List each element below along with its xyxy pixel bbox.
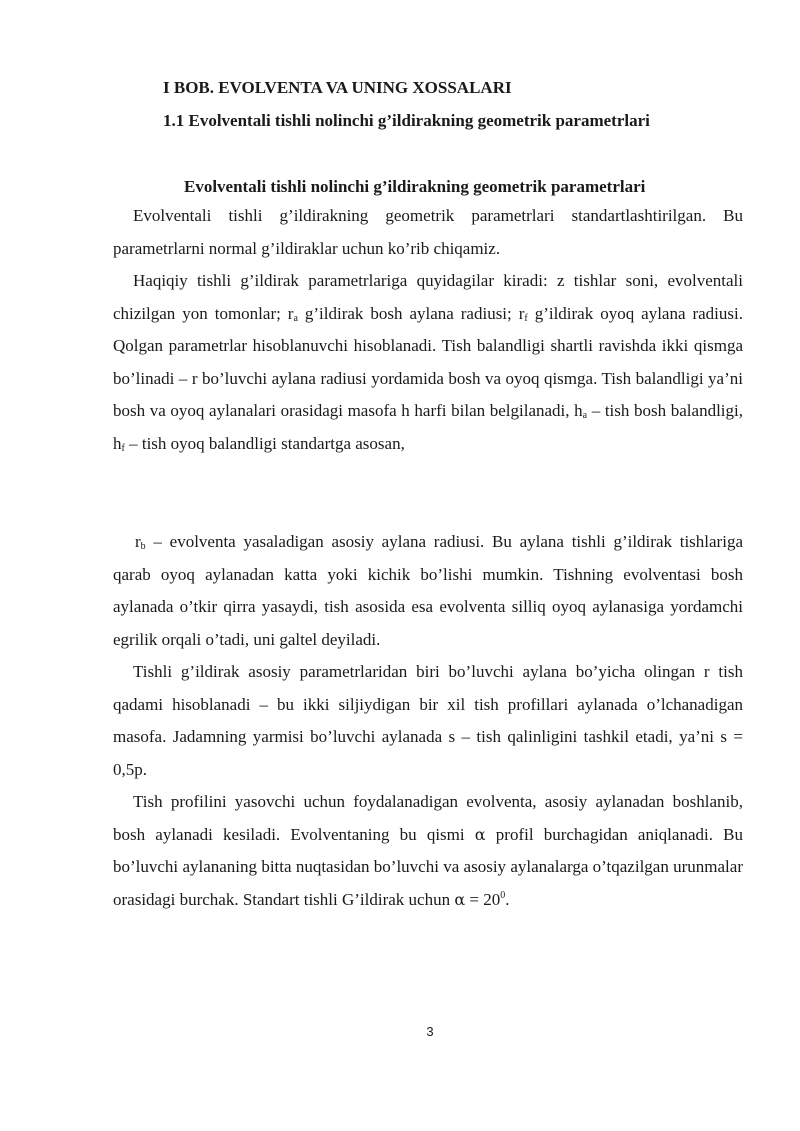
alpha-symbol: α bbox=[454, 889, 466, 909]
p5-text-b: profil burchagidan aniqlanadi. Bu bo’luvchi aylananing bitta nuqtasidan bo’luvchi va asosiy aylanalarga o’tqazilgan urunmalar orasidagi burchak. Standart tishli G’ildirak uchun bbox=[113, 824, 743, 909]
p2-sub-b: f bbox=[524, 312, 528, 324]
p2-text-c: g’ildirak oyoq aylana radiusi. Qolgan parametrlar hisoblanuvchi hisoblanadi. Tish balandligi shartli ravishda ikki qismga bo’linadi – r bo’luvchi aylana radiusi yordamida bosh va oyoq qismga. Tish balandligi ya’ni bosh va oyoq aylanalari orasidagi masofa h harfi bilan belgilanadi, h bbox=[113, 303, 743, 420]
alpha-symbol: α bbox=[474, 824, 486, 844]
chapter-heading: I BOB. EVOLVENTA VA UNING XOSSALARI bbox=[163, 78, 512, 97]
p5-text-a: Tish profilini yasovchi uchun foydalanadigan evolventa, asosiy aylanadan boshlanib, bosh aylanadi kesiladi. Evolventaning bu qismi bbox=[113, 792, 743, 844]
p2-sub-c: a bbox=[582, 410, 588, 421]
p5-text-c: = 20 bbox=[465, 889, 501, 909]
p2-sub-a: a bbox=[293, 312, 298, 324]
section-heading: 1.1 Evolventali tishli nolinchi g’ildirakning geometrik parametrlari bbox=[163, 111, 650, 130]
p2-sub-d: f bbox=[121, 442, 125, 454]
p2-text-a: Haqiqiy tishli g’ildirak parametrlariga quyidagilar kiradi: z tishlar soni, evolventali chizilgan yon tomonlar; r bbox=[113, 271, 743, 323]
p2-text-b: g’ildirak bosh aylana radiusi; r bbox=[297, 303, 525, 323]
p2-text-d: – tish bosh balandligi, h bbox=[113, 401, 743, 453]
paragraph-3 bbox=[113, 526, 743, 656]
page-number: 3 bbox=[426, 1024, 434, 1039]
degree-superscript: 0 bbox=[500, 889, 506, 901]
p3-sub-a: b bbox=[140, 541, 146, 552]
paragraph-5 bbox=[113, 786, 743, 916]
subsection-heading: Evolventali tishli nolinchi g’ildirakning geometrik parametrlari bbox=[184, 177, 646, 196]
paragraph-4: Tishli g’ildirak asosiy parametrlaridan biri bo’luvchi aylana bo’yicha olingan r tish qadami hisoblanadi – bu ikki siljiydigan bir xil tish profillari aylanada o’lchanadigan masofa. Jadamning yarmisi bo’luvchi aylanada s – tish qalinligini tashkil etadi, ya’ni s = 0,5p. bbox=[113, 662, 743, 779]
p3-text-b: – evolventa yasaladigan asosiy aylana radiusi. Bu aylana tishli g’ildirak tishlariga qarab oyoq aylanadan katta yoki kichik bo’lishi mumkin. Tishning evolventasi bosh aylanada o’tkir qirra yasaydi, tish asosida esa evolventa silliq oyoq aylanasiga yordamchi egrilik orqali o’tadi, uni galtel deyiladi. bbox=[113, 532, 743, 649]
paragraph-2 bbox=[113, 265, 743, 460]
p5-text-d: . bbox=[505, 889, 510, 909]
p3-text-a: r bbox=[135, 532, 141, 551]
p2-text-e: – tish oyoq balandligi standartga asosan, bbox=[124, 433, 405, 453]
paragraph-1: Evolventali tishli g’ildirakning geometrik parametrlari standartlashtirilgan. Bu parametrlarni normal g’ildiraklar uchun ko’rib chiqamiz. bbox=[113, 206, 743, 258]
